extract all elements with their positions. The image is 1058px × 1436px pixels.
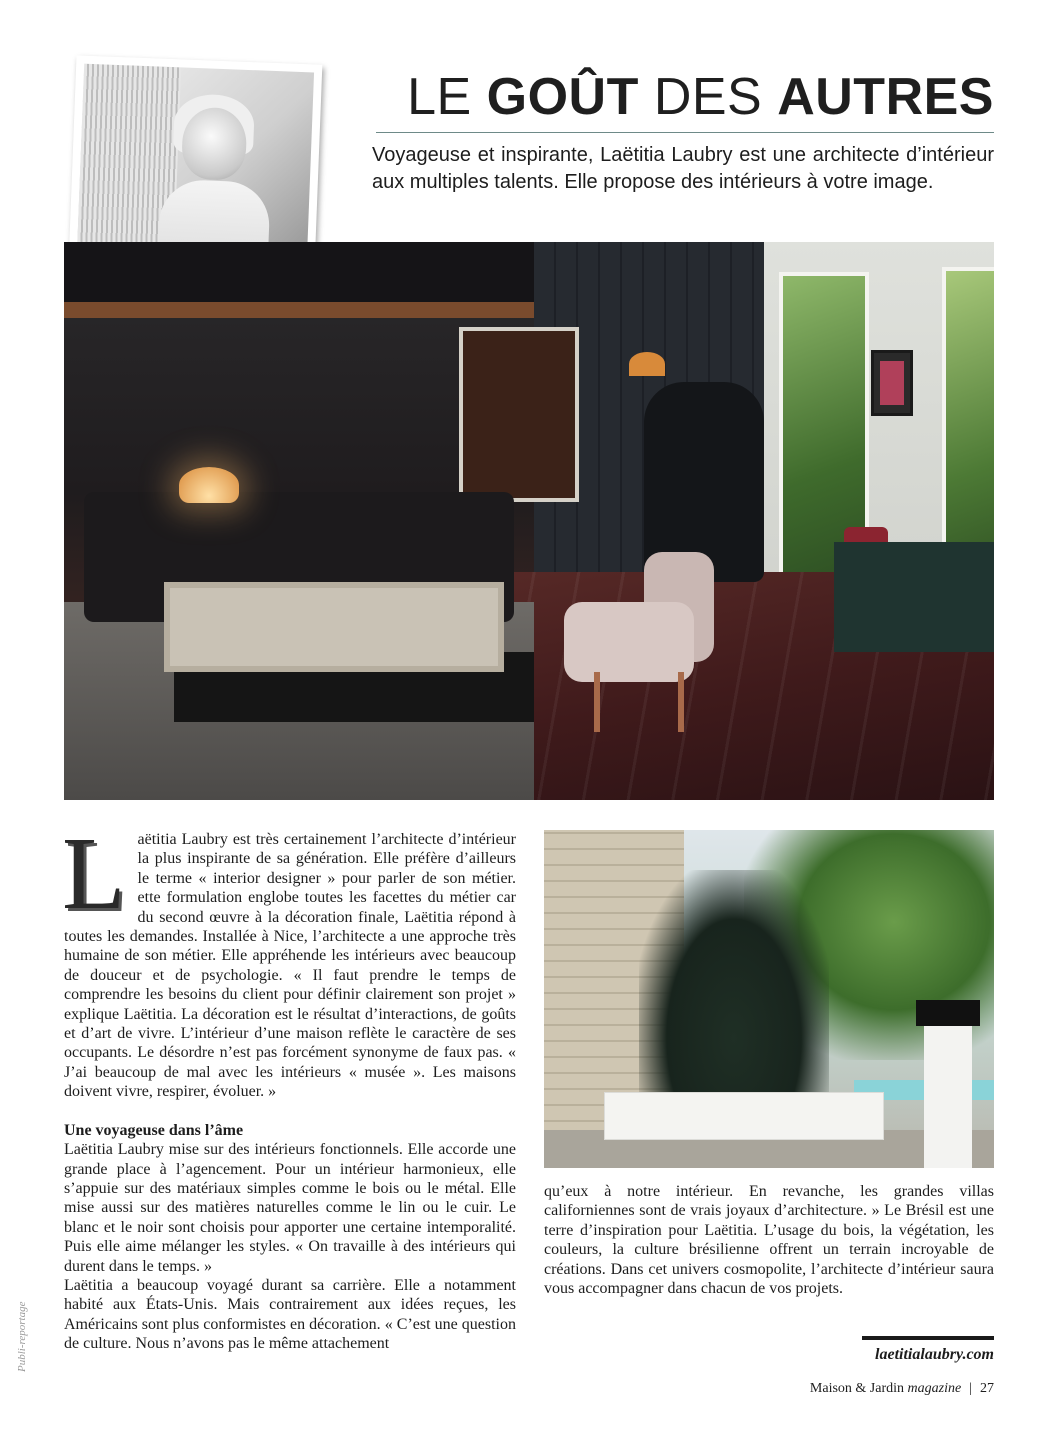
interior-photo (64, 242, 994, 800)
drop-cap: L (62, 816, 126, 931)
article-right-column (544, 1182, 994, 1298)
page-folio (810, 1381, 994, 1397)
title-rule (376, 132, 994, 133)
page-number: 27 (980, 1381, 994, 1396)
article-left-column (62, 816, 516, 1354)
article-paragraph-4: qu’eux à notre intérieur. En revanche, les grandes villas californiennes sont de vrais joyaux d’architecture. » Le Brésil est une terre d’inspiration pour Laëtitia. L’usage du bois, la végétation, les couleurs, la culture brésilienne offrent un terrain incroyable de créations. Dans cet univers cosmopolite, l’architecte d’intérieur saura vous accompagner dans chacun de vos projets. (544, 1183, 994, 1298)
title-part-3: DES (638, 68, 778, 126)
side-label: Publi-reportage (16, 1301, 28, 1372)
website-link[interactable]: laetitialaubry.com (875, 1346, 994, 1363)
article-subheading: Une voyageuse dans l’âme (64, 1121, 244, 1139)
title-part-2: GOÛT (486, 68, 639, 126)
garden-photo (544, 830, 994, 1168)
article-paragraph-3: Laëtitia a beaucoup voyagé durant sa carrière. Elle a notamment habité aux États-Unis. Mais contrairement aux idées reçues, les Américains sont plus conformistes en décoration. « C’est une question de culture. Nous n’avons pas le même attachement (64, 1276, 516, 1353)
article-paragraph-1 (62, 816, 516, 1102)
title-part-4: AUTRES (777, 68, 994, 126)
article-title (378, 66, 994, 128)
article-paragraph-2: Laëtitia Laubry mise sur des intérieurs fonctionnels. Elle accorde une grande place à l’agencement. Pour un intérieur harmonieux, elle s’appuie sur des matériaux simples comme le bois ou le métal. Elle mise aussi sur des matières naturelles comme le lin ou le cuir. Le blanc et le noir sont choisis pour apporter une certaine intemporalité. Puis elle aime mélanger les styles. « On travaille à des intérieurs qui durent dans le temps. » (64, 1141, 516, 1275)
website-rule (862, 1336, 994, 1340)
lead-paragraph: Voyageuse et inspirante, Laëtitia Laubry est une architecte d’intérieur aux multiples talents. Elle propose des intérieurs à votre image. (372, 144, 994, 193)
paragraph-1-text: aëtitia Laubry est très certainement l’architecte d’intérieur la plus inspirante de sa génération. Elle préfère d’ailleurs le terme « interior designer » pour parler de son métier. ette formulation englobe toutes les facettes du métier car du second œuvre à la décoration finale, Laëtitia répond à toutes les demandes. Installée à Nice, l’architecte a une approche très humaine de son métier. Elle appréhende les intérieurs avec beaucoup de douceur et de psychologie. « Il faut prendre le temps de comprendre les besoins du client pour définir clairement son projet » explique Laëtitia. La décoration est le résultat d’interactions, de goûts et d’art de vivre. L’intérieur d’une maison reflète le caractère de ses occupants. Le désordre n’est pas forcément synonyme de faux pas. « J’ai beaucoup de mal avec les intérieurs « musée ». Les maisons doivent vivre, respirer, évoluer. » (64, 831, 516, 1101)
folio-separator: | (969, 1381, 972, 1396)
magazine-name: Maison & Jardin (809, 1381, 905, 1396)
title-part-1: LE (407, 68, 487, 126)
magazine-suffix: magazine (907, 1381, 962, 1396)
